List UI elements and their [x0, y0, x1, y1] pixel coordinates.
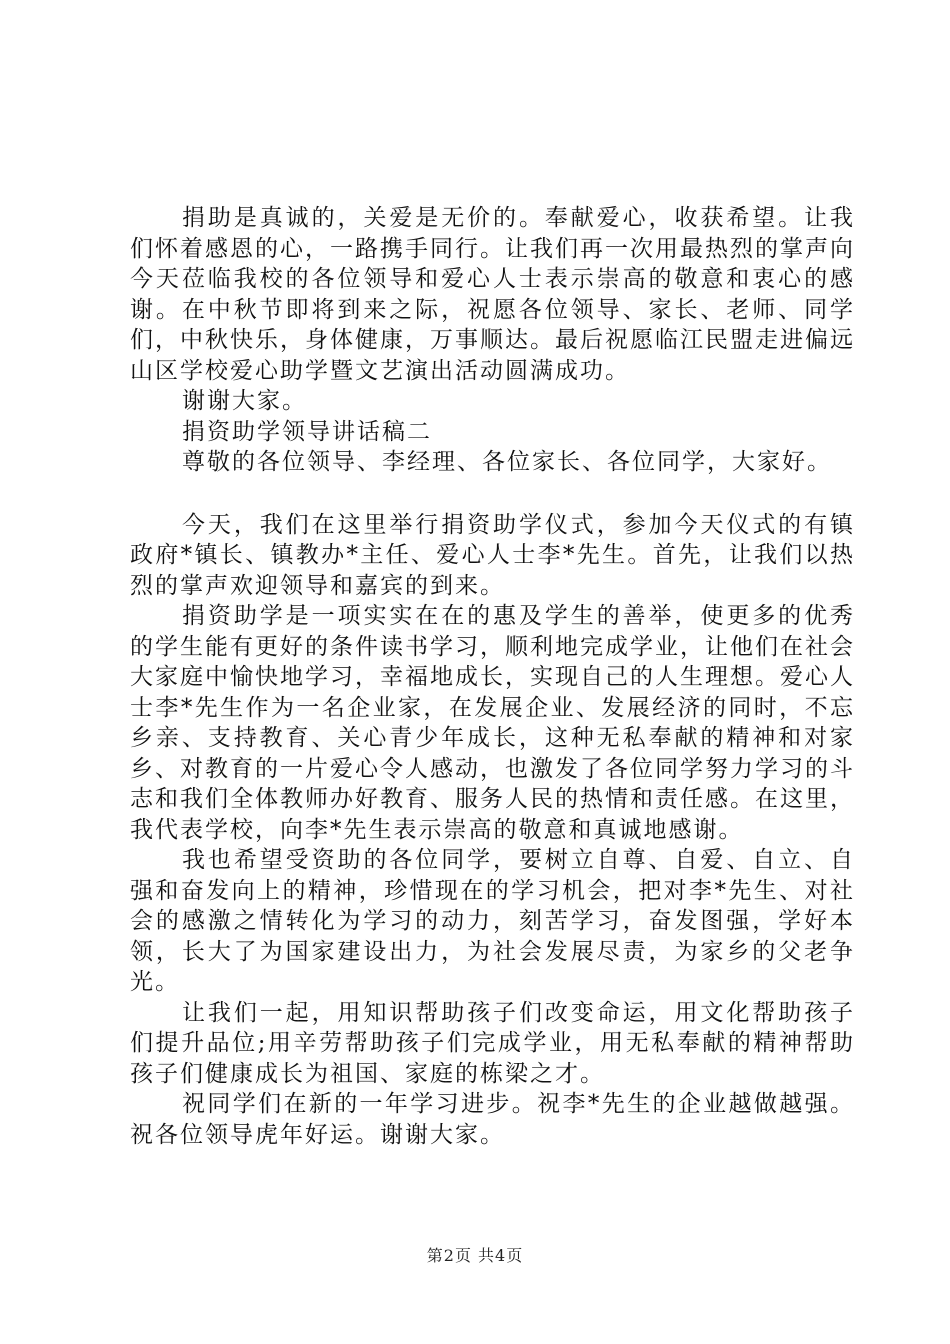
paragraph-together: 让我们一起，用知识帮助孩子们改变命运，用文化帮助孩子们提升品位;用辛劳帮助孩子们完成学业，用无私奉献的精神帮助孩子们健康成长为祖国、家庭的栋梁之才。: [130, 999, 855, 1087]
paragraph-donation-praise: 捐资助学是一项实实在在的惠及学生的善举，使更多的优秀的学生能有更好的条件读书学习，顺利地完成学业，让他们在社会大家庭中愉快地学习，幸福地成长，实现自己的人生理想。爱心人士李*先生作为一名企业家，在发展企业、发展经济的同时，不忘乡亲、支持教育、关心青少年成长，这种无私奉献的精神和对家乡、对教育的一片爱心令人感动，也激发了各位同学努力学习的斗志和我们全体教师办好教育、服务人民的热情和责任感。在这里，我代表学校，向李*先生表示崇高的敬意和真诚地感谢。: [130, 603, 855, 843]
document-body: [130, 203, 855, 1150]
paragraph-student-hopes: 我也希望受资助的各位同学，要树立自尊、自爱、自立、自强和奋发向上的精神，珍惜现在的学习机会，把对李*先生、对社会的感激之情转化为学习的动力，刻苦学习，奋发图强，学好本领，长大了为国家建设出力，为社会发展尽责，为家乡的父老争光。: [130, 847, 855, 995]
paragraph-thank-you: 谢谢大家。: [182, 388, 307, 414]
section-title: 捐资助学领导讲话稿二: [182, 418, 432, 445]
paragraph-wishes: 祝同学们在新的一年学习进步。祝李*先生的企业越做越强。祝各位领导虎年好运。谢谢大家。: [130, 1091, 855, 1148]
paragraph-closing-thanks: 捐助是真诚的，关爱是无价的。奉献爱心，收获希望。让我们怀着感恩的心，一路携手同行。让我们再一次用最热烈的掌声向今天莅临我校的各位领导和爱心人士表示崇高的敬意和衷心的感谢。在中秋节即将到来之际，祝愿各位领导、家长、老师、同学们，中秋快乐，身体健康，万事顺达。最后祝愿临江民盟走进偏远山区学校爱心助学暨文艺演出活动圆满成功。: [130, 205, 855, 384]
salutation: 尊敬的各位领导、李经理、各位家长、各位同学，大家好。: [182, 449, 832, 475]
page-footer: 第2页 共4页: [426, 1246, 524, 1265]
paragraph-ceremony-intro: 今天，我们在这里举行捐资助学仪式，参加今天仪式的有镇政府*镇长、镇教办*主任、爱心人士李*先生。首先，让我们以热烈的掌声欢迎领导和嘉宾的到来。: [130, 511, 855, 599]
